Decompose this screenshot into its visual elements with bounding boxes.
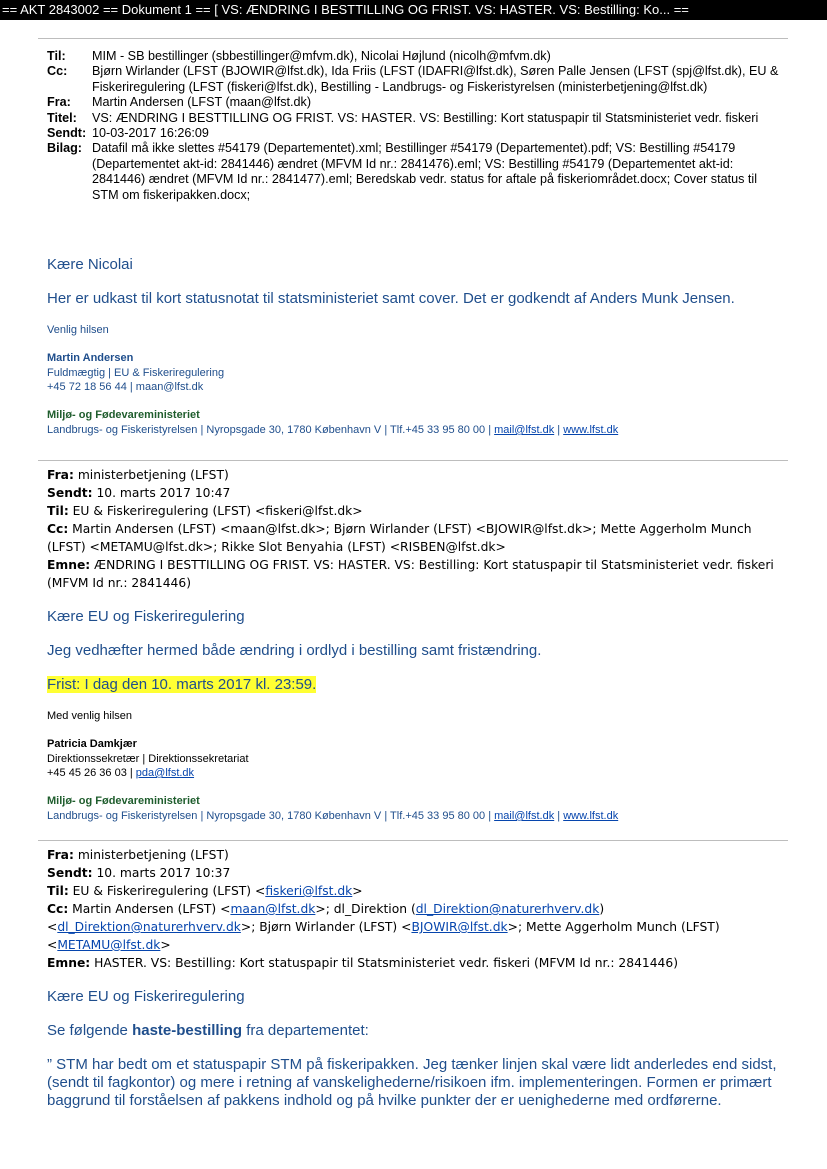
cc-mail-link[interactable]: dl_Direktion@naturerhverv.dk — [415, 902, 600, 916]
to-text: EU & Fiskeriregulering (LFST) < — [68, 884, 266, 898]
document-title-bar: == AKT 2843002 == Dokument 1 == [ VS: ÆNDRING I BESTTILLING OG FRIST. VS: HASTER. VS: Bestilling: Ko... == — [0, 0, 827, 20]
separator: | — [554, 810, 564, 822]
sig-phone: +45 45 26 36 03 | — [47, 767, 136, 779]
cc-text: >; Bjørn Wirlander (LFST) < — [240, 920, 412, 934]
sent-label: Sendt: — [47, 866, 93, 880]
to-value: MIM - SB bestillinger (sbbestillinger@mfvm.dk), Nicolai Højlund (nicolh@mfvm.dk) — [92, 49, 551, 63]
from-label: Fra: — [47, 848, 74, 862]
msg2-org: Miljø- og Fødevareministeriet — [47, 795, 200, 807]
to-text-end: > — [352, 884, 363, 898]
from-value: ministerbetjening (LFST) — [73, 848, 229, 862]
msg2-sig-contact — [47, 767, 194, 779]
subject-label: Emne: — [47, 956, 91, 970]
msg3-header — [47, 846, 792, 972]
deadline-highlight: Frist: I dag den 10. marts 2017 kl. 23:59. — [47, 676, 317, 693]
cc-mail-link[interactable]: METAMU@lfst.dk — [57, 938, 161, 952]
separator: | — [554, 424, 564, 436]
to-label: Til: — [47, 49, 66, 63]
org-mail-link[interactable]: mail@lfst.dk — [494, 424, 555, 436]
cc-text: < — [47, 938, 58, 952]
sent-value: 10. marts 2017 10:37 — [92, 866, 231, 880]
sent-label: Sendt: — [47, 126, 87, 141]
msg1-closing: Venlig hilsen — [47, 324, 109, 336]
org-mail-link[interactable]: mail@lfst.dk — [494, 810, 555, 822]
msg2-body: Jeg vedhæfter hermed både ændring i ordlyd i bestilling samt fristændring. — [47, 642, 542, 659]
subject-label: Emne: — [47, 558, 91, 572]
msg2-deadline — [47, 676, 316, 693]
email-header — [47, 49, 787, 203]
title-value: VS: ÆNDRING I BESTTILLING OG FRIST. VS: HASTER. VS: Bestilling: Kort statuspapir til Statsministeriet vedr. fiskeri — [92, 110, 759, 125]
cc-value: Bjørn Wirlander (LFST (BJOWIR@lfst.dk), Ida Friis (LFST (IDAFRI@lfst.dk), Søren Palle Jensen (LFST (spj@lfst.dk), EU & Fiskeriregulering (LFST (fiskeri@lfst.dk), Bestilling - Landbrugs- og Fiskeristyrelsen (ministerbetjening@lfst.dk) — [92, 64, 779, 94]
sent-value: 10. marts 2017 10:47 — [92, 486, 231, 500]
body-text: Se følgende — [47, 1022, 133, 1039]
attachments-label: Bilag: — [47, 141, 82, 156]
body-text: fra departementet: — [242, 1022, 369, 1039]
msg1-org: Miljø- og Fødevareministeriet — [47, 409, 200, 421]
cc-value: Martin Andersen (LFST) <maan@lfst.dk>; Bjørn Wirlander (LFST) <BJOWIR@lfst.dk>; Mette Aggerholm Munch (LFST) <METAMU@lfst.dk>; Rikke Slot Benyahia (LFST) <RISBEN@lfst.dk> — [47, 522, 752, 554]
msg2-greeting: Kære EU og Fiskeriregulering — [47, 608, 245, 625]
sent-value: 10-03-2017 16:26:09 — [92, 126, 209, 141]
from-value: Martin Andersen (LFST (maan@lfst.dk) — [92, 95, 312, 110]
msg2-header — [47, 466, 792, 592]
msg3-quote: ” STM har bedt om et statuspapir STM på fiskeripakken. Jeg tænker linjen skal være lidt anderledes end sidst, (sendt til fagkontor) og mere i retning af vanskelighederne/risikoen ifm. implementeringen. Formen er primært baggrund til forståelsen af pakkens indhold og på hvilke punkter der er uenighederne med ordførerne. — [47, 1056, 777, 1109]
subject-value: HASTER. VS: Bestilling: Kort statuspapir til Statsministeriet vedr. fiskeri (MFVM Id nr.: 2841446) — [90, 956, 678, 970]
cc-mail-link[interactable]: dl_Direktion@naturerhverv.dk — [57, 920, 241, 934]
sent-label: Sendt: — [47, 486, 93, 500]
cc-text: < — [47, 920, 58, 934]
msg3-greeting: Kære EU og Fiskeriregulering — [47, 988, 245, 1005]
cc-text: >; Mette Aggerholm Munch (LFST) — [507, 920, 720, 934]
to-label: Til: — [47, 884, 69, 898]
sig-mail-link[interactable]: pda@lfst.dk — [135, 767, 195, 779]
body-bold: haste-bestilling — [132, 1022, 243, 1039]
msg1-sig-contact: +45 72 18 56 44 | maan@lfst.dk — [47, 381, 204, 393]
org-address: Landbrugs- og Fiskeristyrelsen | Nyropsgade 30, 1780 København V | Tlf.+45 33 95 80 00 | — [47, 424, 495, 436]
title-label: Titel: — [47, 110, 77, 125]
cc-mail-link[interactable]: BJOWIR@lfst.dk — [411, 920, 508, 934]
org-web-link[interactable]: www.lfst.dk — [563, 810, 619, 822]
cc-label: Cc: — [47, 522, 69, 536]
cc-text: >; dl_Direktion ( — [315, 902, 416, 916]
msg2-sig-title: Direktionssekretær | Direktionssekretariat — [47, 753, 249, 765]
to-mail-link[interactable]: fiskeri@lfst.dk — [265, 884, 353, 898]
msg1-greeting: Kære Nicolai — [47, 256, 133, 273]
cc-text: ) — [599, 902, 605, 916]
org-web-link[interactable]: www.lfst.dk — [563, 424, 619, 436]
cc-text: > — [160, 938, 171, 952]
subject-value: ÆNDRING I BESTTILLING OG FRIST. VS: HASTER. VS: Bestilling: Kort statuspapir til Statsministeriet vedr. fiskeri (MFVM Id nr.: 2841446) — [47, 558, 774, 590]
cc-mail-link[interactable]: maan@lfst.dk — [230, 902, 316, 916]
cc-label: Cc: — [47, 64, 68, 79]
to-label: Til: — [47, 504, 69, 518]
msg1-sig-title: Fuldmægtig | EU & Fiskeriregulering — [47, 367, 225, 379]
msg3-body — [47, 1022, 369, 1039]
msg1-org-line — [47, 424, 618, 436]
from-label: Fra: — [47, 468, 74, 482]
to-value: EU & Fiskeriregulering (LFST) <fiskeri@lfst.dk> — [68, 504, 363, 518]
divider — [38, 460, 788, 461]
org-address: Landbrugs- og Fiskeristyrelsen | Nyropsgade 30, 1780 København V | Tlf.+45 33 95 80 00 | — [47, 810, 495, 822]
from-value: ministerbetjening (LFST) — [73, 468, 229, 482]
divider — [38, 38, 788, 39]
attachments-value: Datafil må ikke slettes #54179 (Departementet).xml; Bestillinger #54179 (Departementet).pdf; VS: Bestilling #54179 (Departementet akt-id: 2841446) ændret (MFVM Id nr.: 2841476).eml; VS: Bestilling #54179 (Departementet akt-id: 2841446) ændret (MFVM Id nr.: 2841477).eml; Beredskab vedr. status for aftale på fiskeriområdet.docx; Cover status til STM om fiskeripakken.docx; — [92, 141, 757, 202]
divider — [38, 840, 788, 841]
cc-text: Martin Andersen (LFST) < — [68, 902, 231, 916]
msg2-org-line — [47, 810, 618, 822]
msg1-body: Her er udkast til kort statusnotat til statsministeriet samt cover. Det er godkendt af Anders Munk Jensen. — [47, 290, 735, 307]
msg2-sig-name: Patricia Damkjær — [47, 738, 137, 750]
from-label: Fra: — [47, 95, 71, 110]
msg1-sig-name: Martin Andersen — [47, 352, 134, 364]
msg2-closing: Med venlig hilsen — [47, 710, 132, 722]
cc-label: Cc: — [47, 902, 69, 916]
